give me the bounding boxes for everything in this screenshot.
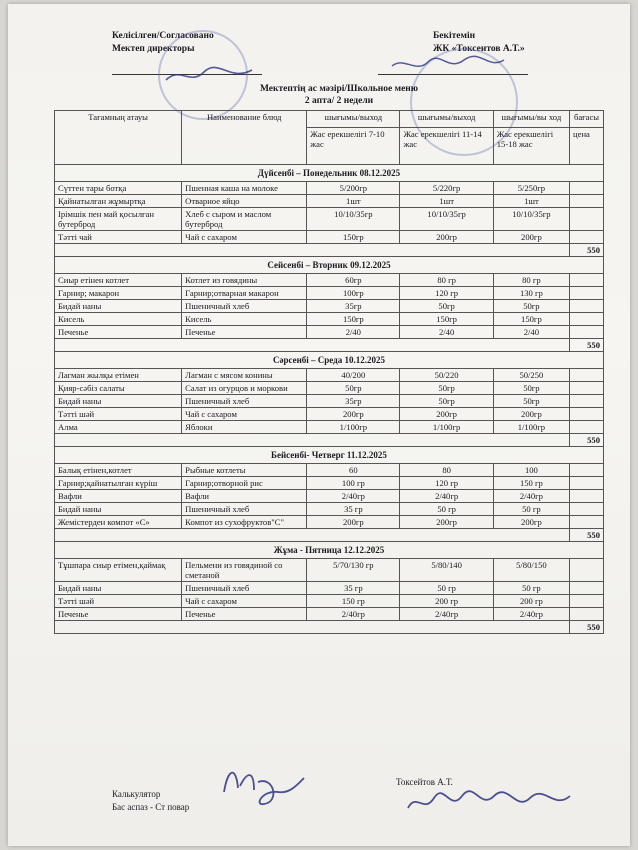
dish-name-kz: Балық етінен,котлет [55,464,182,477]
approve-label: Бекітемін [433,31,476,41]
yield-15-18: 200гр [493,516,569,529]
yield-15-18: 2/40гр [493,490,569,503]
menu-table [54,110,604,634]
table-row [55,287,604,300]
day-total-price: 550 [570,434,604,447]
day-title: Дүйсенбі – Понедельник 08.12.2025 [55,165,604,182]
dish-name-ru: Пшеничный хлеб [182,582,307,595]
menu-subtitle: 2 апта/ 2 недели [304,96,374,106]
price-cell [570,231,604,244]
header-yield-b: шығымы/выход [400,111,493,128]
yield-11-14: 1шт [400,195,493,208]
dish-name-ru: Печенье [182,326,307,339]
dish-name-ru: Чай с сахаром [182,231,307,244]
price-cell [570,503,604,516]
dish-name-ru: Пшенная каша на молоке [182,182,307,195]
table-row [55,559,604,582]
price-cell [570,382,604,395]
footer-left [112,788,189,814]
price-cell [570,595,604,608]
yield-11-14: 200 гр [400,595,493,608]
dish-name-ru: Чай с сахаром [182,595,307,608]
table-row [55,300,604,313]
yield-15-18: 2/40 [493,326,569,339]
dish-name-ru: Пшеничный хлеб [182,395,307,408]
total-spacer [55,339,570,352]
dish-name-kz: Тәтті чай [55,231,182,244]
table-row [55,464,604,477]
yield-11-14: 120 гр [400,477,493,490]
day-total-price: 550 [570,621,604,634]
dish-name-kz: Тәтті шәй [55,408,182,421]
dish-name-kz: Гарнир; макарон [55,287,182,300]
table-row [55,582,604,595]
dish-name-kz: Бидай наны [55,395,182,408]
dish-name-ru: Яблоки [182,421,307,434]
price-cell [570,326,604,339]
day-total-price: 550 [570,339,604,352]
dish-name-ru: Вафли [182,490,307,503]
day-total-row [55,339,604,352]
price-cell [570,608,604,621]
yield-7-10: 2/40 [307,326,400,339]
dish-name-ru: Котлет из говядины [182,274,307,287]
yield-7-10: 5/200гр [307,182,400,195]
entrepreneur-label: ЖК «Токсеитов А.Т.» [433,44,525,54]
dish-name-ru: Лагман с мясом конины [182,369,307,382]
total-spacer [55,244,570,257]
yield-15-18: 1шт [493,195,569,208]
yield-15-18: 130 гр [493,287,569,300]
total-spacer [55,529,570,542]
chef-label: Бас аспаз - Ст повар [112,802,190,812]
yield-11-14: 50 гр [400,503,493,516]
yield-11-14: 50гр [400,382,493,395]
yield-15-18: 5/80/150 [493,559,569,582]
yield-7-10: 35 гр [307,503,400,516]
header-dish-ru: Наименование блюд [182,111,307,165]
dish-name-kz: Ірімшік пен май қосылған бутерброд [55,208,182,231]
table-header-row [55,111,604,128]
day-header-row [55,352,604,369]
yield-15-18: 50гр [493,382,569,395]
yield-11-14: 1/100гр [400,421,493,434]
yield-11-14: 5/80/140 [400,559,493,582]
day-header-row [55,447,604,464]
age-group-b: Жас ерекшелігі 11-14 жас [400,128,493,165]
yield-11-14: 120 гр [400,287,493,300]
dish-name-ru: Гарнир;отворной рис [182,477,307,490]
total-spacer [55,621,570,634]
price-cell [570,300,604,313]
chef-signature-icon [404,788,574,818]
dish-name-ru: Отварное яйцо [182,195,307,208]
yield-7-10: 50гр [307,382,400,395]
dish-name-kz: Қияр-сәбіз салаты [55,382,182,395]
yield-15-18: 50гр [493,395,569,408]
price-cell [570,287,604,300]
price-cell [570,582,604,595]
table-row [55,516,604,529]
day-title: Сәрсенбі – Среда 10.12.2025 [55,352,604,369]
dish-name-kz: Гарнир;қайнатылған күріш [55,477,182,490]
table-row [55,231,604,244]
table-row [55,195,604,208]
price-cell [570,516,604,529]
dish-name-kz: Бидай наны [55,503,182,516]
yield-11-14: 2/40гр [400,608,493,621]
dish-name-ru: Пшеничный хлеб [182,300,307,313]
dish-name-kz: Тұшпара сиыр етімен,қаймақ [55,559,182,582]
school-director-label: Мектеп директоры [112,44,195,54]
dish-name-kz: Қайнатылған жұмыртқа [55,195,182,208]
yield-11-14: 10/10/35гр [400,208,493,231]
dish-name-ru: Гарнир;отварная макарон [182,287,307,300]
dish-name-ru: Рыбные котлеты [182,464,307,477]
dish-name-kz: Алма [55,421,182,434]
yield-11-14: 2/40гр [400,490,493,503]
header-yield-a: шығымы/выход [307,111,400,128]
yield-7-10: 200гр [307,408,400,421]
yield-7-10: 1шт [307,195,400,208]
yield-15-18: 150гр [493,313,569,326]
yield-15-18: 200гр [493,408,569,421]
table-row [55,313,604,326]
calculator-label: Калькулятор [112,789,161,799]
table-row [55,326,604,339]
table-row [55,382,604,395]
yield-7-10: 60гр [307,274,400,287]
yield-7-10: 150гр [307,231,400,244]
price-cell [570,208,604,231]
day-header-row [55,542,604,559]
yield-7-10: 200гр [307,516,400,529]
yield-15-18: 10/10/35гр [493,208,569,231]
day-total-price: 550 [570,529,604,542]
yield-15-18: 50/250 [493,369,569,382]
price-cell [570,490,604,503]
yield-7-10: 100гр [307,287,400,300]
yield-11-14: 50гр [400,300,493,313]
price-cell [570,274,604,287]
yield-15-18: 100 [493,464,569,477]
yield-7-10: 2/40гр [307,608,400,621]
yield-15-18: 200гр [493,231,569,244]
dish-name-kz: Печенье [55,608,182,621]
menu-title: Мектептің ас мәзірі/Школьное меню [259,84,419,94]
dish-name-ru: Пшеничный хлеб [182,503,307,516]
age-group-c: Жас ерекшелігі 15-18 жас [493,128,569,165]
yield-7-10: 35гр [307,300,400,313]
day-total-row [55,529,604,542]
yield-15-18: 50гр [493,300,569,313]
dish-name-ru: Пельмени из говядиной со сметаной [182,559,307,582]
dish-name-kz: Лагман жылқы етімен [55,369,182,382]
price-cell [570,464,604,477]
table-row [55,395,604,408]
price-cell [570,559,604,582]
yield-7-10: 10/10/35гр [307,208,400,231]
yield-7-10: 5/70/130 гр [307,559,400,582]
dish-name-kz: Сиыр етінен котлет [55,274,182,287]
day-title: Жұма - Пятница 12.12.2025 [55,542,604,559]
price-cell [570,421,604,434]
dish-name-kz: Бидай наны [55,582,182,595]
day-total-row [55,244,604,257]
yield-11-14: 50 гр [400,582,493,595]
yield-11-14: 2/40 [400,326,493,339]
calculator-signature-icon [218,762,308,810]
table-row [55,503,604,516]
dish-name-ru: Хлеб с сыром и маслом бутерброд [182,208,307,231]
header-price-kz: бағасы [570,111,604,128]
yield-15-18: 50 гр [493,582,569,595]
day-header-row [55,165,604,182]
price-cell [570,395,604,408]
menu-sheet [8,4,630,846]
table-row [55,369,604,382]
table-row [55,477,604,490]
yield-15-18: 2/40гр [493,608,569,621]
yield-7-10: 1/100гр [307,421,400,434]
day-total-price: 550 [570,244,604,257]
table-row [55,182,604,195]
total-spacer [55,434,570,447]
dish-name-kz: Тәтті шәй [55,595,182,608]
yield-11-14: 50/220 [400,369,493,382]
yield-11-14: 200гр [400,231,493,244]
yield-15-18: 1/100гр [493,421,569,434]
dish-name-ru: Салат из огурцов и моркови [182,382,307,395]
yield-7-10: 35гр [307,395,400,408]
yield-11-14: 200гр [400,408,493,421]
table-row [55,608,604,621]
price-cell [570,408,604,421]
price-cell [570,182,604,195]
yield-11-14: 80 гр [400,274,493,287]
price-cell [570,195,604,208]
dish-name-kz: Сүттен тары ботқа [55,182,182,195]
yield-15-18: 200 гр [493,595,569,608]
agreed-label: Келісілген/Согласовано [112,31,214,41]
day-total-row [55,434,604,447]
yield-11-14: 80 [400,464,493,477]
yield-7-10: 150 гр [307,595,400,608]
menu-body [55,165,604,634]
table-row [55,595,604,608]
day-title: Сейсенбі – Вторник 09.12.2025 [55,257,604,274]
header-yield-c: шығымы/вы ход [493,111,569,128]
yield-7-10: 60 [307,464,400,477]
price-cell [570,313,604,326]
yield-15-18: 80 гр [493,274,569,287]
dish-name-kz: Вафли [55,490,182,503]
yield-15-18: 5/250гр [493,182,569,195]
dish-name-ru: Печенье [182,608,307,621]
table-row [55,408,604,421]
day-title: Бейсенбі- Четверг 11.12.2025 [55,447,604,464]
dish-name-kz: Печенье [55,326,182,339]
yield-15-18: 50 гр [493,503,569,516]
yield-11-14: 200гр [400,516,493,529]
day-header-row [55,257,604,274]
approver-signature-icon [388,54,508,76]
yield-15-18: 150 гр [493,477,569,490]
header-price-ru: цена [570,128,604,165]
price-cell [570,369,604,382]
yield-7-10: 35 гр [307,582,400,595]
yield-11-14: 50гр [400,395,493,408]
yield-11-14: 150гр [400,313,493,326]
footer-name: Токсейтов А.Т. [396,777,453,787]
dish-name-kz: Бидай наны [55,300,182,313]
header-dish-kz: Тағамның атауы [55,111,182,165]
day-total-row [55,621,604,634]
yield-7-10: 150гр [307,313,400,326]
price-cell [570,477,604,490]
dish-name-kz: Жемістерден компот «С» [55,516,182,529]
table-row [55,274,604,287]
yield-7-10: 2/40гр [307,490,400,503]
dish-name-kz: Кисель [55,313,182,326]
yield-7-10: 40/200 [307,369,400,382]
dish-name-ru: Чай с сахаром [182,408,307,421]
dish-name-ru: Кисель [182,313,307,326]
age-group-a: Жас ерекшелігі 7-10 жас [307,128,400,165]
yield-7-10: 100 гр [307,477,400,490]
dish-name-ru: Компот из сухофруктов"С" [182,516,307,529]
table-row [55,208,604,231]
table-row [55,421,604,434]
yield-11-14: 5/220гр [400,182,493,195]
table-row [55,490,604,503]
